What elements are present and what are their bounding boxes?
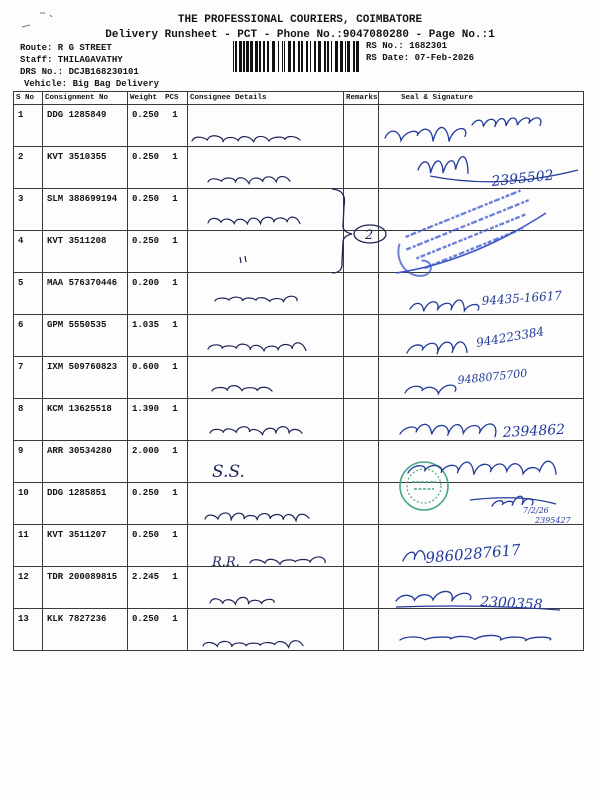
row-remarks: [344, 525, 379, 567]
row-weight: 0.250: [128, 105, 163, 147]
row-remarks: [344, 399, 379, 441]
row-sno: 1: [14, 105, 43, 147]
barcode-bar: [284, 41, 285, 72]
row-consignee-details: [188, 315, 344, 357]
row-remarks: [344, 315, 379, 357]
signature-note-row8: 2394862: [502, 421, 566, 441]
signature-note-row10: 2395427: [535, 516, 571, 525]
row-remarks: [344, 273, 379, 315]
row-sno: 4: [14, 231, 43, 273]
barcode-bar: [324, 41, 326, 72]
signature-note-row6: 944223384: [475, 324, 546, 350]
row-remarks: [344, 231, 379, 273]
row-consignee-details: [188, 147, 344, 189]
row-consignee-details: [188, 105, 344, 147]
signature-note-row12: 2300358: [479, 594, 543, 614]
row-consignee-details: [188, 357, 344, 399]
row-remarks: [344, 189, 379, 231]
barcode-bar: [246, 41, 249, 72]
row-sno: 11: [14, 525, 43, 567]
row-seal-signature: [379, 273, 584, 315]
vehicle-label: Vehicle: Big Bag Delivery: [24, 79, 160, 89]
column-header-weight: Weight: [128, 92, 163, 105]
runsheet-table: [13, 91, 584, 651]
row-sno: 8: [14, 399, 43, 441]
row-remarks: [344, 147, 379, 189]
barcode-bar: [331, 41, 332, 72]
barcode-bar: [298, 41, 300, 72]
row-pcs: 1: [163, 609, 188, 651]
row-seal-signature: [379, 147, 584, 189]
barcode-bar: [243, 41, 245, 72]
runsheet-subtitle: Delivery Runsheet - PCT - Phone No.:9047080280 - Page No.:1: [105, 29, 495, 41]
row-consignee-details: [188, 609, 344, 651]
column-header-consignment-no: Consignment No: [43, 92, 128, 105]
staff-label: Staff: THILAGAVATHY: [20, 55, 123, 65]
row-consignment-no: DDG 1285851: [43, 483, 128, 525]
row-sno: 2: [14, 147, 43, 189]
row-sno: 9: [14, 441, 43, 483]
row-consignment-no: KVT 3510355: [43, 147, 128, 189]
row-pcs: 1: [163, 567, 188, 609]
column-header-remarks: Remarks: [344, 92, 379, 105]
row-consignment-no: KVT 3511207: [43, 525, 128, 567]
row-sno: 12: [14, 567, 43, 609]
barcode-bar: [318, 41, 321, 72]
row-weight: 1.035: [128, 315, 163, 357]
barcode-bar: [340, 41, 343, 72]
column-header-consignee-details: Consignee Details: [188, 92, 344, 105]
row-seal-signature: [379, 441, 584, 483]
row-sno: 6: [14, 315, 43, 357]
rs-date: RS Date: 07-Feb-2026: [366, 53, 475, 63]
row-pcs: 1: [163, 399, 188, 441]
route-label: Route: R G STREET: [20, 43, 112, 53]
barcode-bar: [335, 41, 338, 72]
signature-note-row5: 94435-16617: [481, 288, 563, 308]
barcode-bar: [282, 41, 283, 72]
row-consignee-details: [188, 567, 344, 609]
barcode-bar: [345, 41, 346, 72]
row-remarks: [344, 357, 379, 399]
barcode-bar: [306, 41, 308, 72]
row-consignment-no: KVT 3511208: [43, 231, 128, 273]
row-seal-signature: [379, 483, 584, 525]
rs-number: RS No.: 1682301: [366, 41, 448, 51]
row-seal-signature: [379, 567, 584, 609]
row-consignment-no: TDR 200089815: [43, 567, 128, 609]
barcode-bar: [267, 41, 269, 72]
barcode-bar: [347, 41, 350, 72]
row-pcs: 1: [163, 189, 188, 231]
row-consignment-no: GPM 5550535: [43, 315, 128, 357]
row-sno: 3: [14, 189, 43, 231]
row-consignee-details: [188, 399, 344, 441]
row-consignment-no: SLM 388699194: [43, 189, 128, 231]
row-pcs: 1: [163, 147, 188, 189]
row-pcs: 1: [163, 441, 188, 483]
barcode-bar: [327, 41, 329, 72]
row-weight: 0.600: [128, 357, 163, 399]
row-pcs: 1: [163, 105, 188, 147]
barcode-bar: [314, 41, 316, 72]
barcode-bar: [259, 41, 261, 72]
row-consignee-details: [188, 525, 344, 567]
row-weight: 1.390: [128, 399, 163, 441]
row-sno: 7: [14, 357, 43, 399]
barcode-bar: [250, 41, 253, 72]
row-weight: 2.245: [128, 567, 163, 609]
row-pcs: 1: [163, 525, 188, 567]
row-weight: 0.250: [128, 147, 163, 189]
row-sno: 5: [14, 273, 43, 315]
column-header-seal-signature: Seal & Signature: [379, 92, 584, 105]
row-remarks: [344, 567, 379, 609]
row-seal-signature: [379, 315, 584, 357]
row-remarks: [344, 609, 379, 651]
row-weight: 2.000: [128, 441, 163, 483]
remarks-mark: 2: [365, 228, 374, 243]
row-seal-signature: [379, 105, 584, 147]
row-weight: 0.250: [128, 189, 163, 231]
barcode-bar: [239, 41, 242, 72]
row-seal-signature: [379, 399, 584, 441]
row-consignee-details: [188, 273, 344, 315]
row-consignment-no: KCM 13625518: [43, 399, 128, 441]
barcode-bar: [233, 41, 234, 72]
barcode-bar: [301, 41, 303, 72]
barcode-bar: [288, 41, 291, 72]
row-seal-signature: [379, 357, 584, 399]
signature-note-row7: 9488075700: [456, 366, 528, 387]
consignee-handwriting-row9: S.S.: [212, 462, 245, 482]
barcode-bar: [353, 41, 355, 72]
consignee-handwriting-row11-prefix: R.R.: [212, 555, 240, 570]
row-pcs: 1: [163, 273, 188, 315]
company-title: THE PROFESSIONAL COURIERS, COIMBATORE: [177, 14, 423, 26]
barcode-bar: [278, 41, 279, 72]
row-seal-signature: [379, 189, 584, 231]
row-consignment-no: MAA 576370446: [43, 273, 128, 315]
barcode: [232, 41, 362, 72]
row-seal-signature: [379, 609, 584, 651]
row-weight: 0.250: [128, 609, 163, 651]
row-consignment-no: ARR 30534280: [43, 441, 128, 483]
barcode-bar: [255, 41, 258, 72]
row-remarks: [344, 441, 379, 483]
signature-note-row2: 2395502: [490, 167, 555, 190]
row-sno: 13: [14, 609, 43, 651]
barcode-bar: [293, 41, 295, 72]
row-consignment-no: DDG 1285849: [43, 105, 128, 147]
row-weight: 0.250: [128, 483, 163, 525]
barcode-bar: [310, 41, 311, 72]
row-weight: 0.250: [128, 231, 163, 273]
row-consignee-details: [188, 189, 344, 231]
row-pcs: 1: [163, 231, 188, 273]
row-pcs: 1: [163, 483, 188, 525]
drs-number: DRS No.: DCJB168230101: [20, 67, 139, 77]
row-consignment-no: IXM 509760823: [43, 357, 128, 399]
row-sno: 10: [14, 483, 43, 525]
row-seal-signature: [379, 231, 584, 273]
barcode-bar: [263, 41, 265, 72]
column-header-pcs: PCS: [163, 92, 188, 105]
signature-date-row10: 7/2/26: [523, 506, 549, 515]
signature-note-row11: 9860287617: [424, 540, 522, 567]
row-weight: 0.250: [128, 525, 163, 567]
row-consignment-no: KLK 7827236: [43, 609, 128, 651]
row-consignee-details: [188, 231, 344, 273]
row-remarks: [344, 105, 379, 147]
barcode-bar: [356, 41, 359, 72]
row-seal-signature: [379, 525, 584, 567]
row-pcs: 1: [163, 315, 188, 357]
row-weight: 0.200: [128, 273, 163, 315]
barcode-bar: [272, 41, 275, 72]
barcode-bar: [235, 41, 237, 72]
row-pcs: 1: [163, 357, 188, 399]
row-remarks: [344, 483, 379, 525]
row-consignee-details: [188, 483, 344, 525]
row-consignee-details: [188, 441, 344, 483]
column-header-sno: S No: [14, 92, 43, 105]
